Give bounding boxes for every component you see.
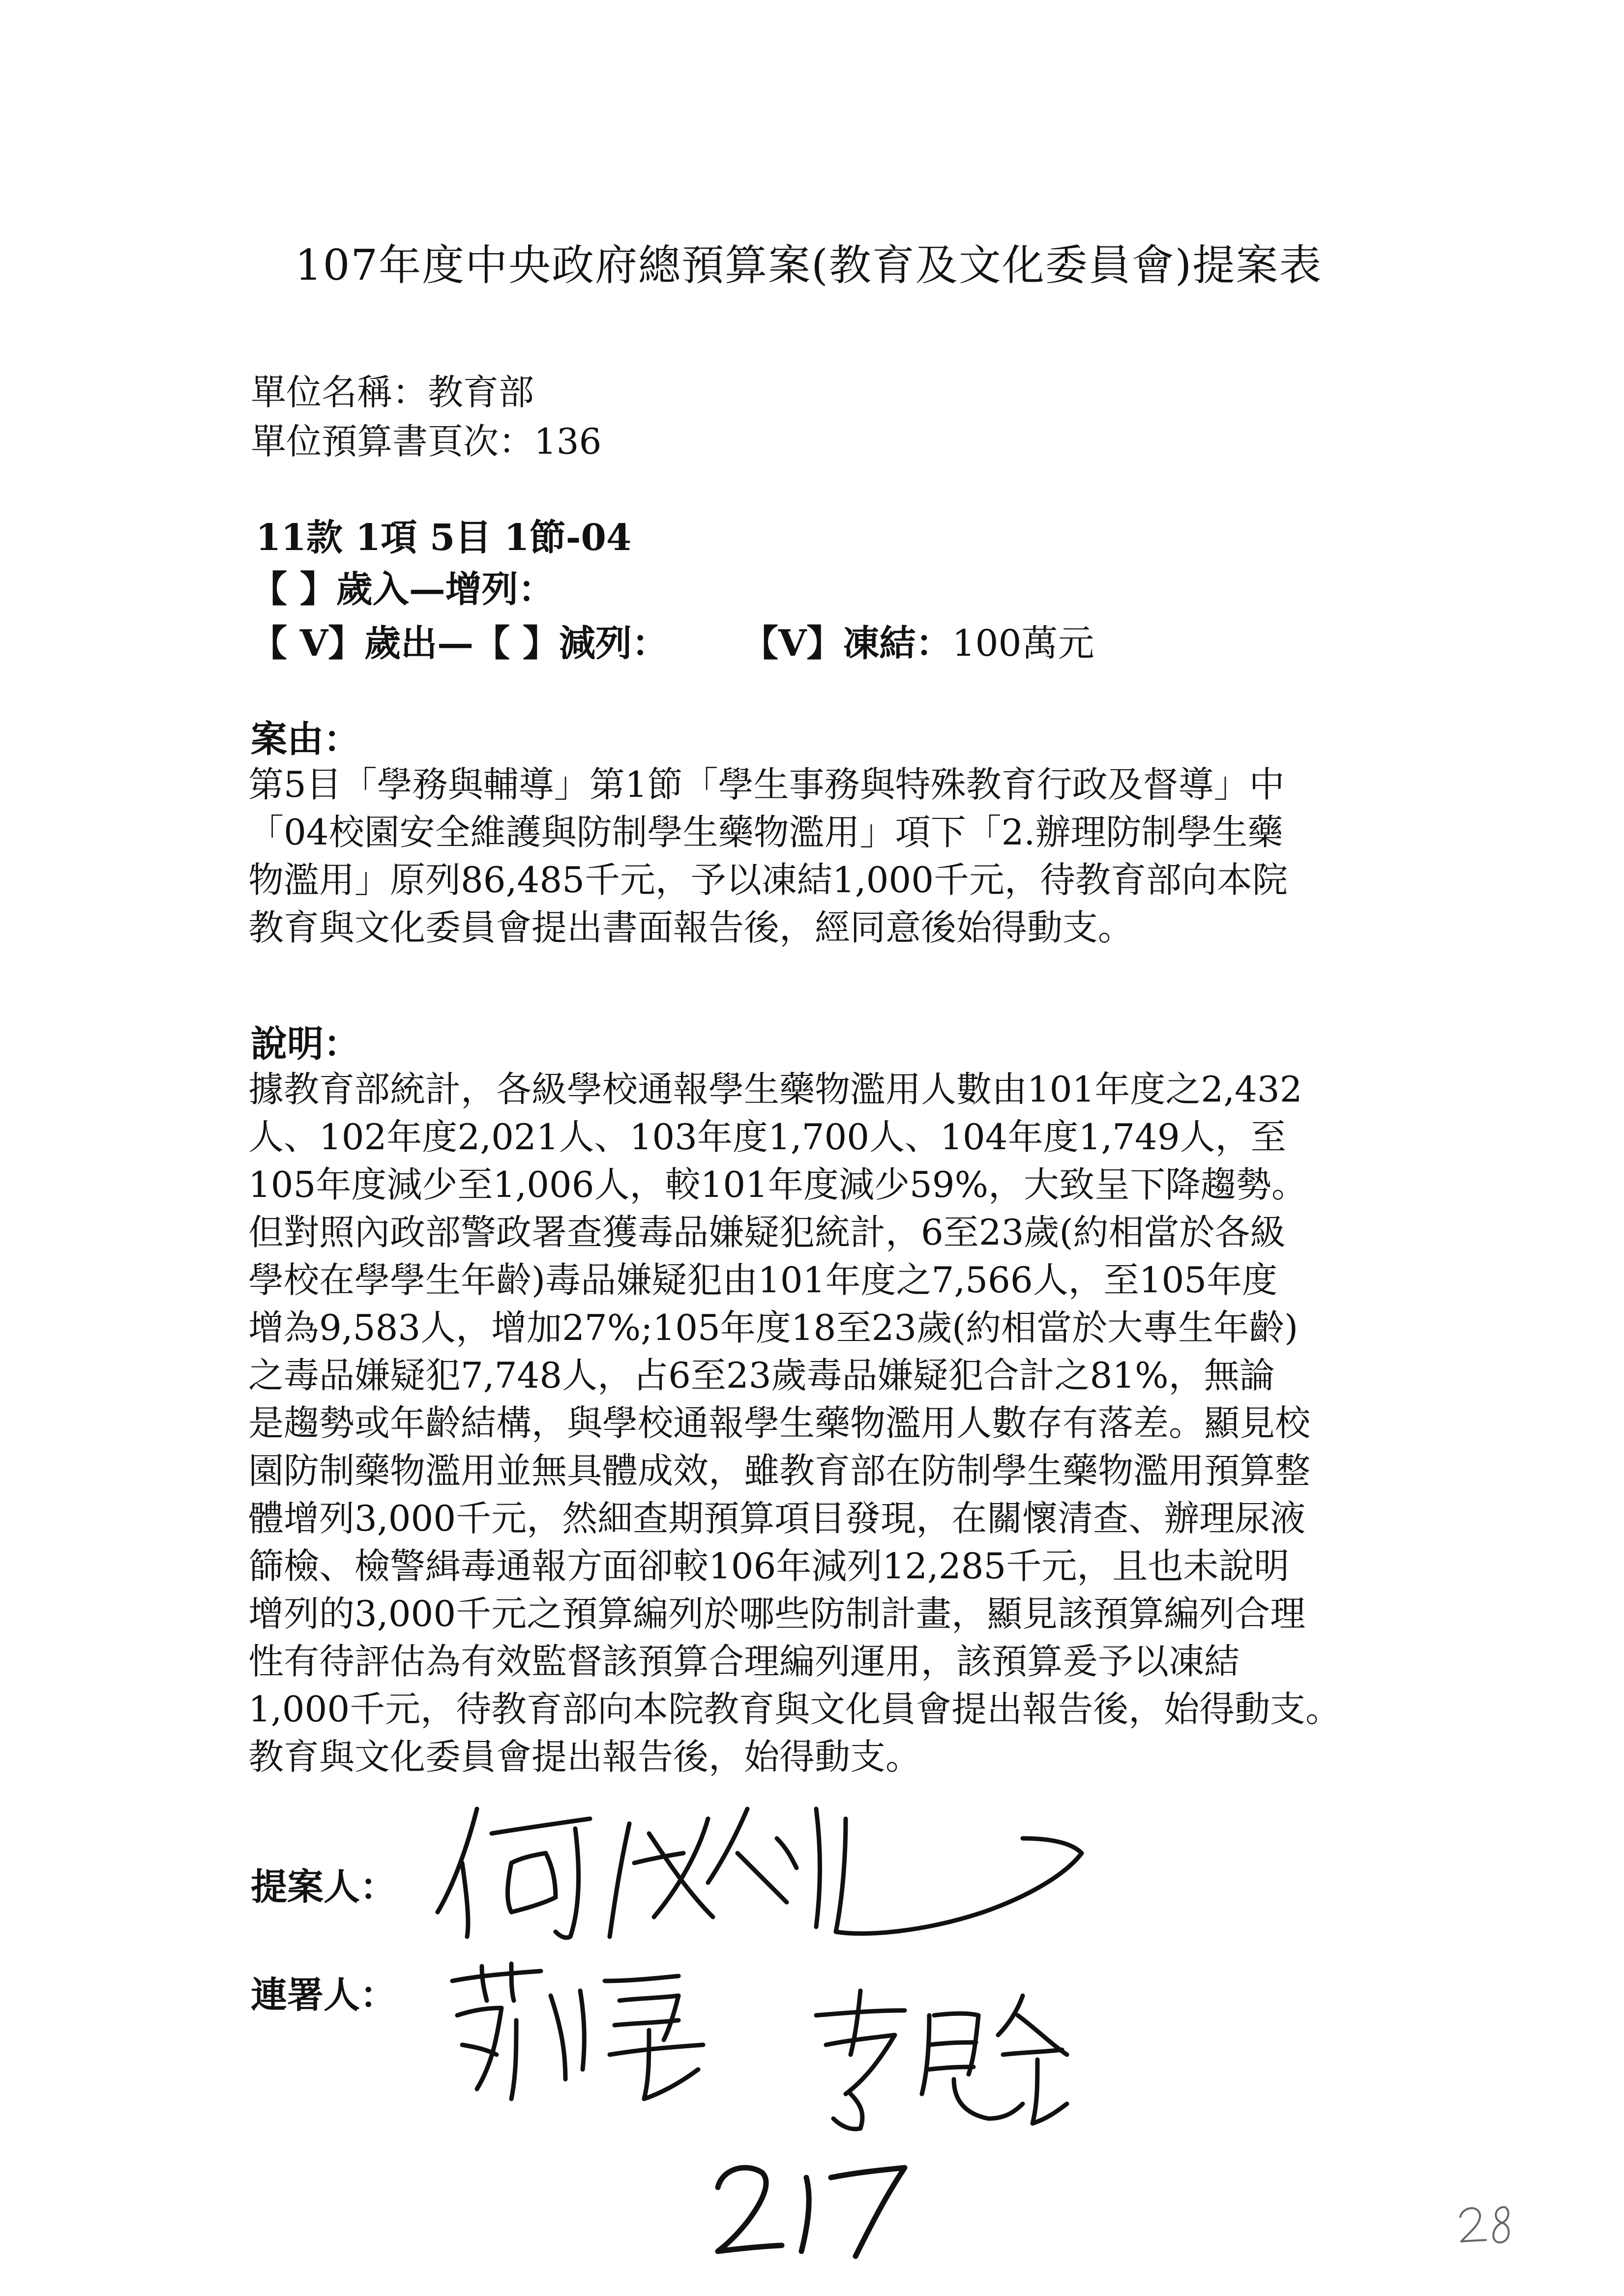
- explain-line: 學校在學學生年齡)毒品嫌疑犯由101年度之7,566人，至105年度: [248, 1259, 1278, 1301]
- explain-line: 105年度減少至1,006人，較101年度減少59%，大致呈下降趨勢。: [248, 1164, 1307, 1205]
- unit-budget-page: 單位預算書頁次：136: [251, 421, 602, 462]
- freeze-amount: 100萬元: [952, 622, 1094, 665]
- freeze-block: [742, 614, 1094, 667]
- handwritten-number: [708, 2148, 915, 2261]
- page-number: [1455, 2197, 1524, 2251]
- case-paragraph: [248, 761, 1394, 952]
- explain-line: 是趨勢或年齡結構，與學校通報學生藥物濫用人數存有落差。顯見校: [248, 1402, 1311, 1444]
- cosigner-label: 連署人：: [251, 1974, 396, 2016]
- explain-line: 增為9,583人，增加27%;105年度18至23歲(約相當於大專生年齡): [248, 1307, 1299, 1348]
- explain-line: 1,000千元，待教育部向本院教育與文化員會提出報告後，始得動支。: [248, 1688, 1341, 1730]
- explain-line: 體增列3,000千元，然細查期預算項目發現，在關懷清查、辦理尿液: [248, 1498, 1306, 1539]
- explain-paragraph: [248, 1066, 1394, 1781]
- case-line: 教育與文化委員會提出書面報告後，經同意後始得動支。: [248, 907, 1134, 948]
- explain-line: 教育與文化委員會提出報告後，始得動支。: [248, 1736, 921, 1777]
- cosigner-signature-1: [443, 1961, 747, 2109]
- cosigner-signature-2: [806, 1986, 1082, 2133]
- case-heading: 案由：: [251, 718, 360, 760]
- page-number-text: 28: [1455, 2197, 1456, 2198]
- unit-name: 單位名稱：教育部: [251, 372, 534, 413]
- explain-line: 篩檢、檢警緝毒通報方面卻較106年減列12,285千元，且也未說明: [248, 1545, 1290, 1587]
- freeze-label: 【V】凍結：: [741, 622, 952, 665]
- explain-line: 園防制藥物濫用並無具體成效，雖教育部在防制學生藥物濫用預算整: [248, 1450, 1311, 1491]
- explain-line: 人、102年度2,021人、103年度1,700人、104年度1,749人，至: [248, 1116, 1286, 1158]
- explain-heading: 說明：: [251, 1023, 360, 1065]
- page-title: 107年度中央政府總預算案(教育及文化委員會)提案表: [295, 241, 1323, 290]
- proposer-label: 提案人：: [251, 1866, 396, 1908]
- expenditure-label: 【 V】歲出—【 】減列：: [251, 622, 668, 665]
- explain-line: 但對照內政部警政署查獲毒品嫌疑犯統計，6至23歲(約相當於各級: [248, 1212, 1286, 1253]
- proposer-signature: [433, 1789, 1131, 1956]
- case-line: 第5目「學務與輔導」第1節「學生事務與特殊教育行政及督導」中: [248, 764, 1285, 805]
- case-line: 「04校園安全維護與防制學生藥物濫用」項下「2.辦理防制學生藥: [248, 812, 1283, 853]
- handwritten-number-text: 217: [708, 2148, 709, 2149]
- explain-line: 性有待評估為有效監督該預算合理編列運用，該預算爰予以凍結: [248, 1641, 1240, 1682]
- budget-item-code: 11款 1項 5目 1節-04: [256, 517, 632, 559]
- revenue-line: 【 】歲入—增列：: [251, 568, 555, 610]
- explain-line: 之毒品嫌疑犯7,748人，占6至23歲毒品嫌疑犯合計之81%，無論: [248, 1355, 1275, 1396]
- case-line: 物濫用」原列86,485千元，予以凍結1,000千元，待教育部向本院: [248, 859, 1288, 901]
- expenditure-line: [251, 614, 1094, 667]
- explain-line: 增列的3,000千元之預算編列於哪些防制計畫，顯見該預算編列合理: [248, 1593, 1306, 1634]
- explain-line: 據教育部統計，各級學校通報學生藥物濫用人數由101年度之2,432: [248, 1069, 1302, 1110]
